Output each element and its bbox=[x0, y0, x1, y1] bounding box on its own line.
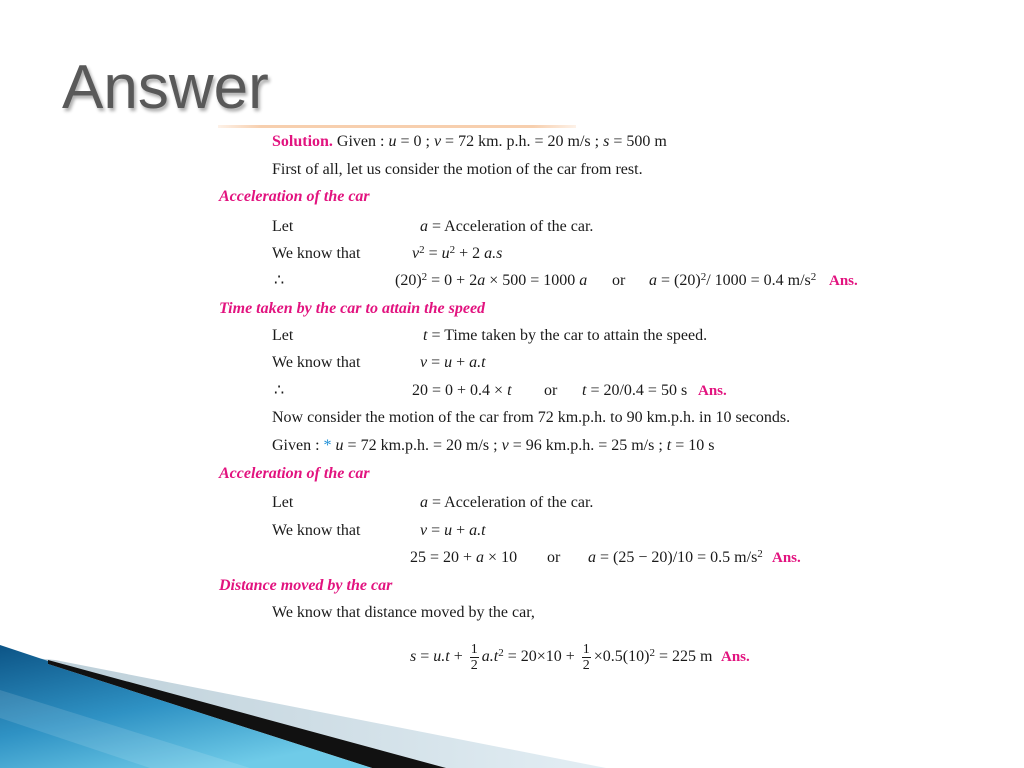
symbol-a: a bbox=[420, 218, 428, 235]
fraction-half bbox=[470, 642, 479, 673]
know-label bbox=[272, 521, 360, 541]
formula-text: = 20×10 + bbox=[503, 648, 579, 665]
symbol-u: u bbox=[441, 245, 450, 262]
symbol-u: u bbox=[444, 522, 453, 539]
or-text: or bbox=[544, 382, 558, 399]
formula-text: ×0.5(10) bbox=[593, 648, 650, 665]
intro-statement bbox=[272, 160, 643, 180]
symbol-a: a bbox=[649, 272, 657, 289]
therefore-glyph: ∴ bbox=[274, 382, 285, 399]
exponent: 2 bbox=[498, 647, 504, 659]
given-text: = 96 km.p.h. = 25 m/s ; bbox=[508, 437, 667, 454]
given-text: = 72 km.p.h. = 20 m/s ; bbox=[343, 437, 502, 454]
or-text: or bbox=[612, 272, 626, 289]
symbol-a: a bbox=[588, 549, 596, 566]
let-line bbox=[0, 326, 1024, 346]
result-line bbox=[0, 548, 1024, 568]
exponent: 2 bbox=[700, 271, 707, 283]
formula-line bbox=[0, 641, 1024, 673]
continuation-line bbox=[0, 408, 1024, 428]
symbol-a: a bbox=[579, 272, 588, 289]
given-line bbox=[0, 436, 1024, 456]
equation-text: + bbox=[452, 522, 470, 539]
answer-marker bbox=[721, 647, 750, 667]
formula-text: + bbox=[449, 648, 467, 665]
ans-label: Ans. bbox=[829, 273, 858, 289]
fraction-numerator: 1 bbox=[470, 641, 478, 657]
given-statement bbox=[272, 132, 667, 152]
given-text: = 72 km. p.h. = 20 m/s ; bbox=[441, 133, 604, 150]
know-text: We know that bbox=[272, 522, 361, 539]
exponent: 2 bbox=[421, 271, 428, 283]
equation bbox=[420, 353, 486, 373]
exponent: 2 bbox=[757, 548, 763, 560]
symbol-u: u bbox=[335, 437, 344, 454]
symbol-v: v bbox=[433, 133, 442, 150]
given-text: = 500 m bbox=[609, 133, 667, 150]
formula-text: = 225 m bbox=[654, 648, 713, 665]
definition-text: = Acceleration of the car. bbox=[428, 218, 594, 235]
section-heading bbox=[0, 187, 1024, 207]
let-label bbox=[272, 493, 293, 513]
therefore-symbol bbox=[274, 381, 284, 401]
symbol-s: s bbox=[603, 133, 610, 150]
given-text: = 10 s bbox=[671, 437, 715, 454]
answer-marker bbox=[698, 381, 727, 401]
equation-text: 20 = 0 + 0.4 × bbox=[412, 382, 508, 399]
symbol-ut: u.t bbox=[433, 648, 450, 665]
let-definition bbox=[420, 217, 593, 237]
equation-text: (20) bbox=[395, 272, 422, 289]
or-connector bbox=[547, 548, 560, 568]
therefore-symbol bbox=[274, 271, 284, 291]
given-text: Given : bbox=[332, 133, 389, 150]
symbol-u: u bbox=[444, 354, 453, 371]
answer-marker bbox=[772, 548, 801, 568]
fraction-half bbox=[582, 642, 591, 673]
let-text: Let bbox=[272, 327, 294, 344]
let-definition bbox=[423, 326, 707, 346]
given-text: Given : bbox=[272, 437, 324, 454]
symbol-s: s bbox=[410, 648, 417, 665]
continuation-statement bbox=[272, 408, 790, 428]
equation-text: 25 = 20 + bbox=[410, 549, 477, 566]
let-label bbox=[272, 326, 293, 346]
intro-line bbox=[0, 160, 1024, 180]
equation-result bbox=[582, 381, 687, 401]
therefore-line bbox=[0, 381, 1024, 401]
equation-text: + bbox=[452, 354, 470, 371]
or-connector bbox=[612, 271, 625, 291]
know-label bbox=[272, 353, 360, 373]
know-line bbox=[0, 244, 1024, 264]
symbol-t: t bbox=[582, 382, 587, 399]
definition-text: = Acceleration of the car. bbox=[428, 494, 594, 511]
symbol-v: v bbox=[501, 437, 509, 454]
know-label bbox=[272, 244, 360, 264]
symbol-t: t bbox=[507, 382, 512, 399]
fraction-denominator: 2 bbox=[582, 657, 590, 673]
distance-statement bbox=[272, 603, 535, 623]
exponent: 2 bbox=[419, 244, 425, 256]
let-line bbox=[0, 217, 1024, 237]
symbol-at: a.t bbox=[481, 648, 499, 665]
equation bbox=[420, 521, 486, 541]
ans-label: Ans. bbox=[698, 383, 727, 399]
given-text: = 0 ; bbox=[396, 133, 434, 150]
let-definition bbox=[420, 493, 593, 513]
know-line bbox=[0, 521, 1024, 541]
heading-acceleration: Acceleration of the car bbox=[219, 465, 370, 482]
slide-title: Answer bbox=[62, 53, 269, 122]
therefore-line bbox=[0, 271, 1024, 291]
distance-text: We know that distance moved by the car, bbox=[272, 604, 535, 621]
equation-text: + 2 bbox=[455, 245, 485, 262]
symbol-at: a.t bbox=[469, 522, 486, 539]
let-text: Let bbox=[272, 494, 294, 511]
equation bbox=[395, 271, 587, 291]
equation bbox=[412, 244, 502, 264]
equation-text: × 10 bbox=[484, 549, 518, 566]
equation-text: = 0 + 2 bbox=[427, 272, 478, 289]
or-connector bbox=[544, 381, 557, 401]
equation bbox=[410, 548, 517, 568]
equation-text: = (20) bbox=[657, 272, 701, 289]
symbol-t: t bbox=[423, 327, 428, 344]
formula-text: = bbox=[416, 648, 434, 665]
exponent: 2 bbox=[810, 271, 817, 283]
fraction-numerator: 1 bbox=[582, 641, 590, 657]
given-line bbox=[0, 132, 1024, 152]
symbol-as: a.s bbox=[484, 245, 503, 262]
equation-text: × 500 = 1000 bbox=[485, 272, 580, 289]
symbol-at: a.t bbox=[469, 354, 486, 371]
exponent: 2 bbox=[649, 647, 655, 659]
exponent: 2 bbox=[449, 244, 456, 256]
continuation-text: Now consider the motion of the car from 72 km.p.h. to 90 km.p.h. in 10 seconds. bbox=[272, 409, 791, 426]
section-heading bbox=[0, 464, 1024, 484]
therefore-glyph: ∴ bbox=[274, 272, 285, 289]
ans-label: Ans. bbox=[721, 649, 750, 665]
equation-text: = (25 − 20)/10 = 0.5 m/s bbox=[596, 549, 758, 566]
symbol-v: v bbox=[420, 522, 428, 539]
let-line bbox=[0, 493, 1024, 513]
equation-text: = bbox=[427, 354, 445, 371]
let-label bbox=[272, 217, 293, 237]
heading-distance: Distance moved by the car bbox=[219, 577, 393, 594]
section-heading bbox=[0, 299, 1024, 319]
equation-result bbox=[649, 271, 816, 291]
know-line bbox=[0, 353, 1024, 373]
equation-text: = bbox=[427, 522, 445, 539]
know-text: We know that bbox=[272, 245, 361, 262]
equation bbox=[412, 381, 512, 401]
section-heading bbox=[0, 576, 1024, 596]
distance-formula bbox=[410, 641, 713, 673]
heading-acceleration: Acceleration of the car bbox=[219, 188, 370, 205]
let-text: Let bbox=[272, 218, 294, 235]
symbol-v: v bbox=[412, 245, 420, 262]
symbol-a: a bbox=[420, 494, 428, 511]
intro-text: First of all, let us consider the motion of the car from rest. bbox=[272, 161, 643, 178]
fraction-denominator: 2 bbox=[470, 657, 478, 673]
symbol-u: u bbox=[388, 133, 397, 150]
symbol-t: t bbox=[666, 437, 672, 454]
ans-label: Ans. bbox=[772, 550, 801, 566]
given-statement bbox=[272, 436, 714, 456]
equation-result bbox=[588, 548, 763, 568]
definition-text: = Time taken by the car to attain the speed. bbox=[427, 327, 708, 344]
equation-text: = 20/0.4 = 50 s bbox=[586, 382, 688, 399]
distance-line bbox=[0, 603, 1024, 623]
symbol-a: a bbox=[476, 549, 485, 566]
symbol-a: a bbox=[477, 272, 486, 289]
or-text: or bbox=[547, 549, 561, 566]
solution-label: Solution. bbox=[272, 133, 333, 150]
heading-time-taken: Time taken by the car to attain the speed bbox=[219, 300, 486, 317]
equation-text: / 1000 = 0.4 m/s bbox=[706, 272, 811, 289]
equation-text: = bbox=[424, 245, 442, 262]
title-underline bbox=[218, 125, 576, 128]
symbol-v: v bbox=[420, 354, 428, 371]
know-text: We know that bbox=[272, 354, 361, 371]
answer-marker bbox=[829, 271, 858, 291]
asterisk-marker: * bbox=[323, 437, 332, 454]
